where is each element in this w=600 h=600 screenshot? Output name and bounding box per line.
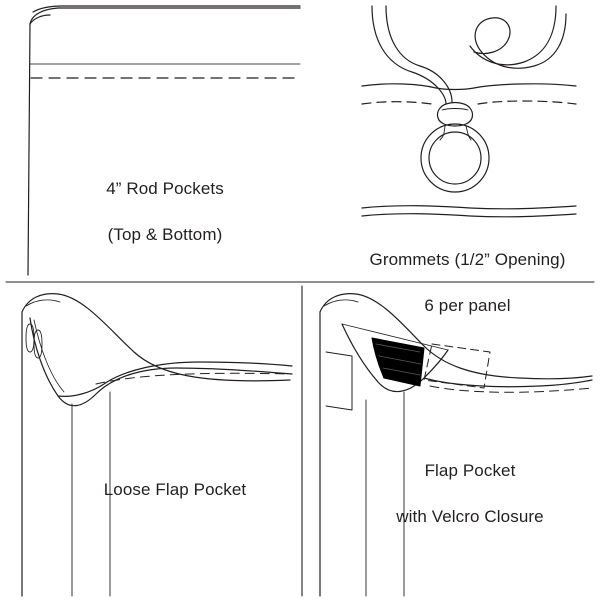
caption-flap-pocket-velcro [345,437,595,552]
caption-flap-pocket-velcro-line1: Flap Pocket [424,460,516,480]
caption-rod-pockets [40,155,290,270]
loose-flap-pocket-illustration [22,294,292,596]
caption-rod-pockets-line2: (Top & Bottom) [107,224,223,244]
caption-grommets-line2: 6 per panel [424,295,511,315]
grommet-illustration [362,6,576,217]
caption-loose-flap-pocket-line1: Loose Flap Pocket [103,479,247,499]
velcro-patch [372,338,424,386]
caption-grommets [340,226,595,341]
caption-flap-pocket-velcro-line2: with Velcro Closure [396,506,544,526]
caption-loose-flap-pocket [50,456,300,525]
caption-grommets-line1: Grommets (1/2” Opening) [369,249,566,269]
caption-rod-pockets-line1: 4” Rod Pockets [106,178,224,198]
